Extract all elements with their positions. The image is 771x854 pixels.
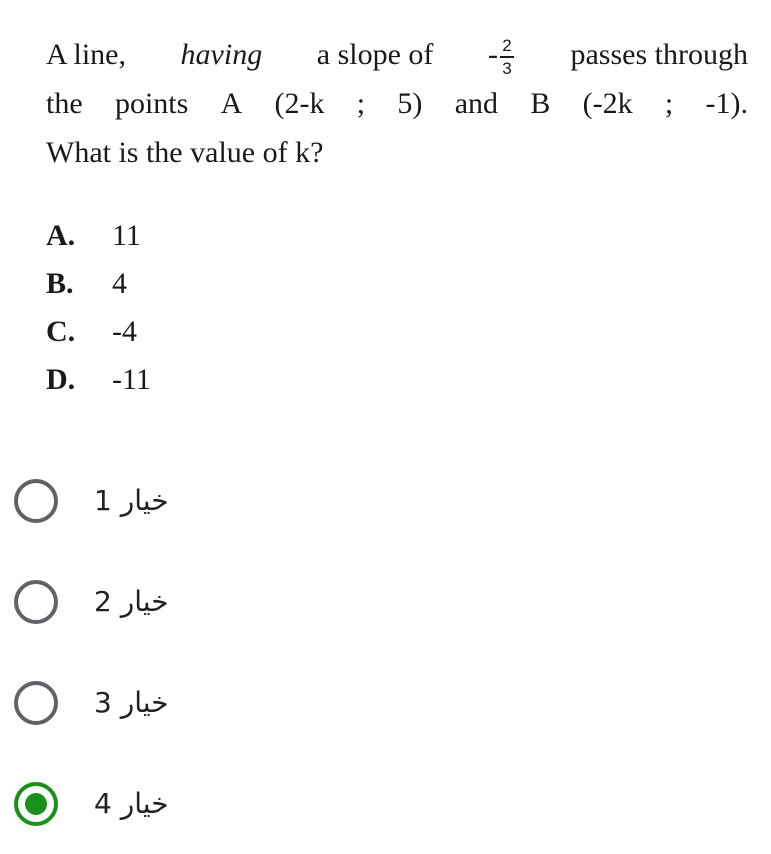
radio-button-checked[interactable] [14, 782, 58, 826]
choice-letter: A. [46, 219, 76, 252]
question-word: (2-k [274, 87, 325, 120]
choice-letter: C. [46, 315, 76, 348]
choice-item [46, 308, 151, 356]
question-word: ; [356, 87, 366, 120]
question-line-2 [46, 79, 748, 128]
question-word: B [530, 87, 551, 120]
radio-button[interactable] [14, 479, 58, 523]
fraction-denominator: 3 [502, 59, 512, 79]
question-word: -1). [705, 87, 748, 120]
question-fragment: passes through [570, 38, 748, 71]
radio-option-3[interactable] [14, 652, 169, 753]
choice-item [46, 260, 151, 308]
question-fragment: What is the value of k? [46, 136, 324, 169]
radio-dot [25, 793, 47, 815]
radio-button[interactable] [14, 580, 58, 624]
radio-option-label[interactable]: خيار 1 [94, 484, 169, 517]
fraction [500, 37, 514, 77]
choice-letter: D. [46, 363, 76, 396]
fraction-bar [500, 56, 514, 58]
question-line-3 [46, 128, 748, 177]
slope-fraction [488, 30, 516, 79]
answer-choices-list [46, 212, 151, 404]
question-line-1 [46, 30, 748, 79]
question-fragment: a slope of [316, 38, 434, 71]
question-word: and [454, 87, 499, 120]
choice-value: -4 [112, 315, 137, 348]
choice-value: 11 [112, 219, 141, 252]
choice-letter: B. [46, 267, 74, 300]
question-word: (-2k [582, 87, 633, 120]
question-word: A [220, 87, 243, 120]
slope-sign: - [487, 38, 498, 71]
radio-option-label[interactable]: خيار 3 [94, 686, 169, 719]
question-fragment: A line, [46, 38, 126, 71]
radio-option-1[interactable] [14, 450, 169, 551]
radio-option-4[interactable] [14, 753, 169, 854]
question-text [46, 30, 748, 177]
radio-options-group [14, 450, 169, 854]
question-word: 5) [397, 87, 423, 120]
choice-value: 4 [112, 267, 127, 300]
radio-option-label[interactable]: خيار 4 [94, 787, 169, 820]
radio-option-label[interactable]: خيار 2 [94, 585, 169, 618]
choice-item [46, 212, 151, 260]
question-emphasis: having [180, 38, 263, 71]
fraction-numerator: 2 [502, 36, 512, 56]
choice-item [46, 356, 151, 404]
question-word: ; [664, 87, 674, 120]
radio-option-2[interactable] [14, 551, 169, 652]
question-word: points [114, 87, 189, 120]
question-word: the [46, 87, 83, 120]
choice-value: -11 [112, 363, 151, 396]
radio-button[interactable] [14, 681, 58, 725]
